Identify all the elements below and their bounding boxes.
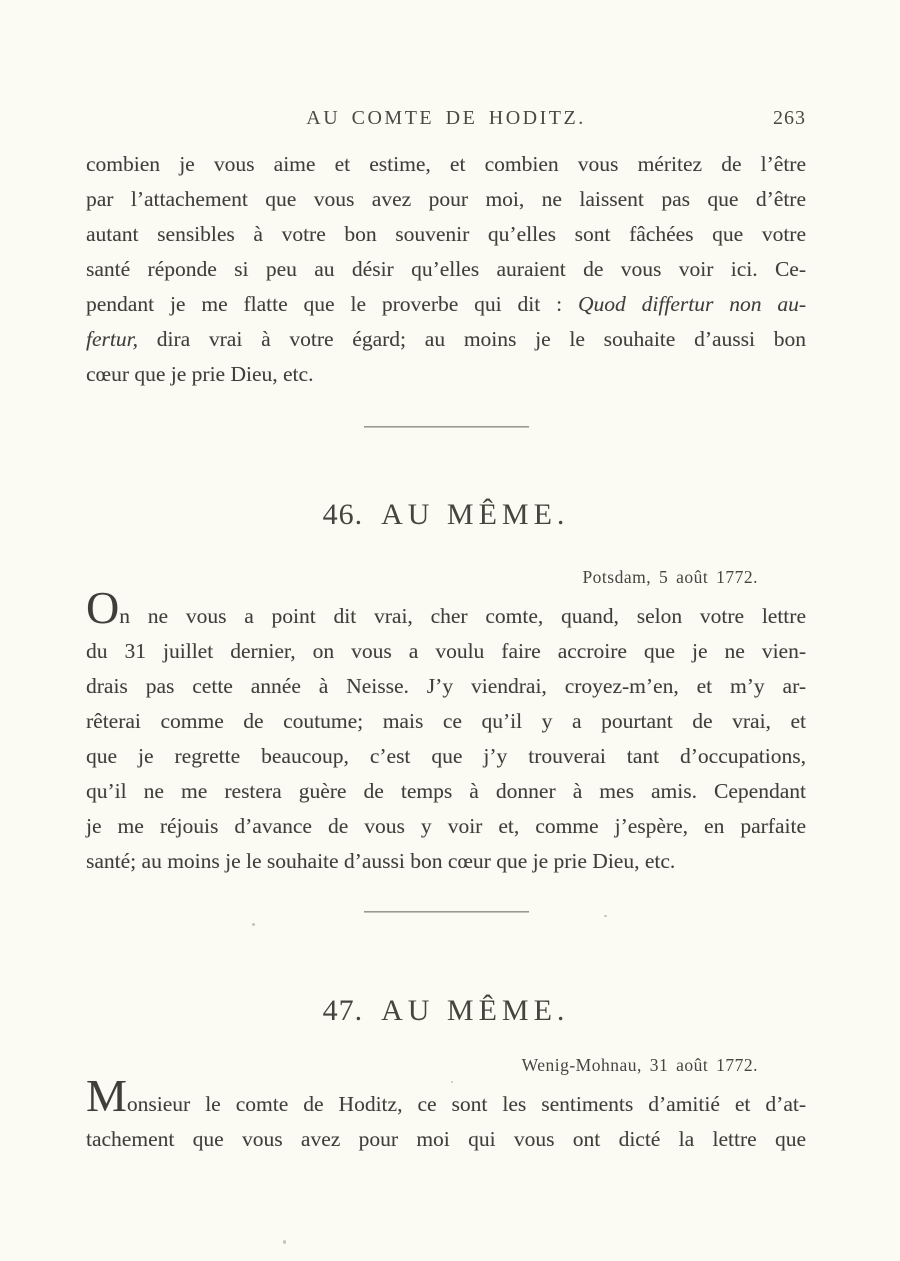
section-divider: [364, 911, 529, 913]
scan-speck: [283, 1240, 286, 1244]
initial-capital: M: [86, 1070, 127, 1121]
text-line: autant sensibles à votre bon souvenir qu’elles sont fâchées que votre: [86, 222, 806, 246]
letter-47-dateline: Wenig-Mohnau, 31 août 1772.: [521, 1055, 758, 1075]
text-line: rêterai comme de coutume; mais ce qu’il y a pourtant de vrai, et: [86, 709, 806, 733]
text-line: [86, 582, 806, 634]
letter-45-closing-paragraph: [86, 147, 806, 392]
letter-title: AU MÊME.: [381, 994, 570, 1027]
running-header-title: AU COMTE DE HODITZ.: [306, 107, 586, 129]
text-line: que je regrette beaucoup, c’est que j’y trouverai tant d’occupations,: [86, 744, 806, 768]
page-number: 263: [773, 107, 806, 129]
text-line: qu’il ne me restera guère de temps à donner à mes amis. Cependant: [86, 779, 806, 803]
initial-capital: O: [86, 582, 120, 633]
text-line: je me réjouis d’avance de vous y voir et, comme j’espère, en parfaite: [86, 814, 806, 838]
text-line: [86, 1070, 806, 1122]
letter-title: AU MÊME.: [381, 498, 570, 531]
scan-speck: [451, 1081, 453, 1083]
text-line: par l’attachement que vous avez pour moi, ne laissent pas que d’être: [86, 187, 806, 211]
letter-46-dateline: Potsdam, 5 août 1772.: [582, 567, 758, 587]
text-line: combien je vous aime et estime, et combien vous méritez de l’être: [86, 152, 806, 176]
letter-47-heading: [86, 993, 806, 1029]
letter-46-heading: [86, 497, 806, 533]
letter-47-body: [86, 1070, 806, 1157]
letter-number: 46.: [322, 498, 364, 531]
letter-number: 47.: [322, 994, 364, 1027]
text-line: cœur que je prie Dieu, etc.: [86, 362, 314, 386]
scan-speck: [252, 923, 255, 926]
section-divider: [364, 426, 529, 428]
latin-quote-italic: fertur,: [86, 327, 138, 351]
text-segment: n ne vous a point dit vrai, cher comte, quand, selon votre lettre: [119, 604, 806, 628]
text-line: tachement que vous avez pour moi qui vous ont dicté la lettre que: [86, 1127, 806, 1151]
text-line: santé réponde si peu au désir qu’elles auraient de vous voir ici. Ce-: [86, 257, 806, 281]
text-segment: onsieur le comte de Hoditz, ce sont les sentiments d’amitié et d’at-: [126, 1092, 806, 1116]
text-line: santé; au moins je le souhaite d’aussi bon cœur que je prie Dieu, etc.: [86, 849, 676, 873]
letter-46-body: [86, 582, 806, 879]
text-line: [86, 287, 806, 322]
text-line: du 31 juillet dernier, on vous a voulu faire accroire que je ne vien-: [86, 639, 806, 663]
text-line: drais pas cette année à Neisse. J’y viendrai, croyez-m’en, et m’y ar-: [86, 674, 806, 698]
latin-quote-italic: Quod differtur non au-: [577, 292, 806, 316]
text-line: [86, 322, 806, 357]
scan-speck: [604, 915, 607, 917]
text-segment: pendant je me flatte que le proverbe qui dit :: [86, 292, 578, 316]
text-segment: dira vrai à votre égard; au moins je le souhaite d’aussi bon: [137, 327, 806, 351]
running-header: [86, 104, 806, 134]
